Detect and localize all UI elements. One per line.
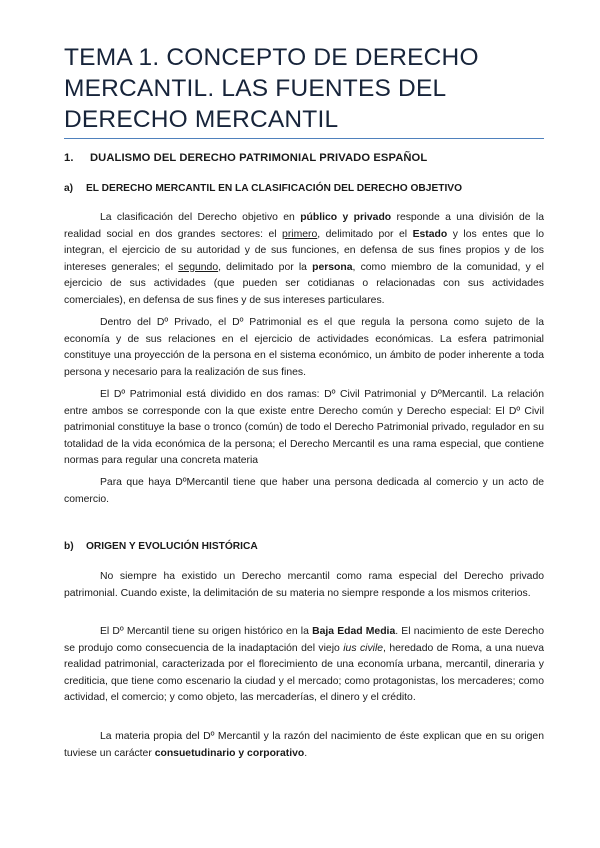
bold-text: Baja Edad Media <box>312 626 396 637</box>
paragraph <box>64 387 544 470</box>
paragraph <box>64 210 544 310</box>
text-run: , heredado de Roma, a una nueva realidad patrimonial, caracterizada por el florecimiento de una economía urbana, mercantil, dineraria y crediticia, que tiene como escenario la ciudad y el mercado; como protagonistas, los mercaderes; como actividad, el comercio; y como objeto, las mercaderías, el dinero y el crédito. <box>64 642 544 704</box>
section-heading-1 <box>64 152 544 164</box>
text-run: responde a una división de la realidad social en dos grandes sectores: el <box>64 212 544 240</box>
subsection-title: EL DERECHO MERCANTIL EN LA CLASIFICACIÓN DEL DERECHO OBJETIVO <box>86 183 463 194</box>
text-run: , como miembro de la comunidad, y el ejercicio de sus actividades (que pueden ser cotidianas o relacionadas con sus actividades comerciales), en defensa de sus fines y de sus intereses particulares. <box>64 261 544 306</box>
text-run: . El nacimiento de este Derecho se produjo como consecuencia de la inadaptación del viejo <box>64 626 544 654</box>
subsection-title: ORIGEN Y EVOLUCIÓN HISTÓRICA <box>86 541 258 552</box>
subsection-heading-a <box>64 183 544 194</box>
section-number: 1. <box>64 152 74 164</box>
title-divider <box>64 138 544 139</box>
text-run: La materia propia del Dº Mercantil y la razón del nacimiento de éste explican que en su origen tuviese un carácter <box>64 731 544 759</box>
paragraph <box>64 569 544 602</box>
subsection-label: b) <box>64 541 74 552</box>
paragraph <box>64 475 544 508</box>
page-title: TEMA 1. CONCEPTO DE DERECHO MERCANTIL. LAS FUENTES DEL DERECHO MERCANTIL <box>64 44 479 133</box>
text-run: Dentro del Dº Privado, el Dº Patrimonial es el que regula la persona como sujeto de la economía y de sus relaciones en el ejercicio de actividades económicas. La esfera patrimonial constituye una proyección de la persona en el sistema económico, un ámbito de poder inherente a toda persona y necesario para la realización de sus fines. <box>64 317 544 378</box>
subsection-label: a) <box>64 183 74 194</box>
underlined-text: primero <box>282 228 318 240</box>
text-run: El Dº Patrimonial está dividido en dos ramas: Dº Civil Patrimonial y DºMercantil. La relación entre ambos se corresponde con la que existe entre Derecho común y Derecho especial: El Dº Civil patrimonial constituye la base o tronco (común) de todo el Derecho Patrimonial privado, regulador en su totalidad de la vida económica de la persona; el Derecho Mercantil es una rama especial, que contiene normas para regular una concreta materia <box>64 389 544 467</box>
paragraph <box>64 315 544 381</box>
text-run: , delimitado por el <box>317 228 413 240</box>
text-run: , delimitado por la <box>218 261 313 273</box>
underlined-text: segundo <box>178 261 219 273</box>
text-run: Para que haya DºMercantil tiene que haber una persona dedicada al comercio y un acto de comercio. <box>64 477 544 505</box>
text-run: No siempre ha existido un Derecho mercantil como rama especial del Derecho privado patrimonial. Cuando existe, la delimitación de su materia no siempre responde a los mismos criterios. <box>64 571 544 599</box>
bold-text: público y privado <box>300 212 392 223</box>
text-run: . <box>304 747 308 759</box>
bold-text: persona <box>312 261 353 273</box>
paragraph <box>64 729 544 762</box>
section-title: DUALISMO DEL DERECHO PATRIMONIAL PRIVADO ESPAÑOL <box>89 152 428 164</box>
text-run: El Dº Mercantil tiene su origen histórico en la <box>100 626 313 637</box>
bold-text: Estado <box>412 228 448 240</box>
text-run: y los entes que lo integran, el ejercicio de su autoridad y de sus funciones, en defensa de sus fines propios y de los intereses generales; el <box>64 228 544 273</box>
paragraph <box>64 624 544 707</box>
italic-text: ius civile <box>343 642 384 654</box>
bold-text: consuetudinario y corporativo <box>154 747 305 759</box>
subsection-heading-b <box>64 541 544 552</box>
text-run: La clasificación del Derecho objetivo en <box>100 212 301 223</box>
